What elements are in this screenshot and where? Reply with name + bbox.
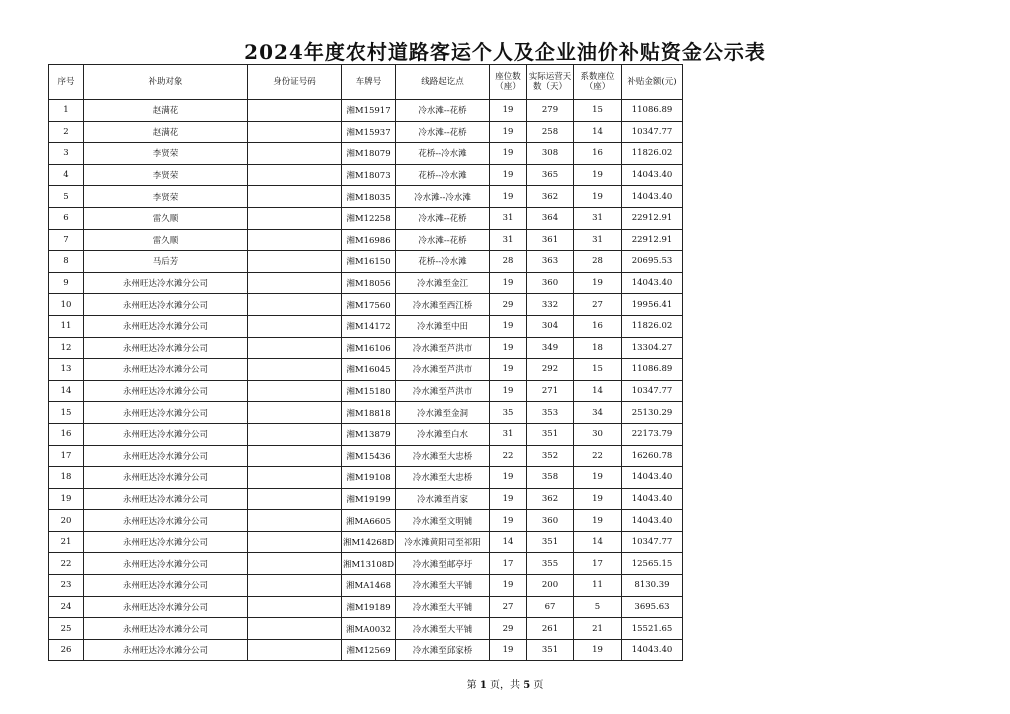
- cell-coef-seats: 16: [574, 315, 622, 337]
- cell-seq: 12: [49, 337, 84, 359]
- cell-route: 冷水滩至肖家: [396, 488, 490, 510]
- cell-seq: 17: [49, 445, 84, 467]
- cell-target: 雷久顺: [84, 207, 248, 229]
- cell-plate: 湘M16045: [342, 359, 396, 381]
- cell-amount: 22912.91: [622, 229, 683, 251]
- cell-days: 351: [527, 423, 574, 445]
- table-header-row: [49, 65, 683, 100]
- cell-plate: 湘M16986: [342, 229, 396, 251]
- footer-total-pages: 5: [523, 680, 531, 691]
- cell-target: 永州旺达冷水滩分公司: [84, 553, 248, 575]
- cell-seats: 29: [490, 618, 527, 640]
- header-id-number: 身份证号码: [248, 65, 342, 100]
- cell-seats: 31: [490, 207, 527, 229]
- cell-plate: 湘MA6605: [342, 510, 396, 532]
- cell-route: 冷水滩--花桥: [396, 207, 490, 229]
- cell-id-number: [248, 531, 342, 553]
- cell-days: 362: [527, 488, 574, 510]
- cell-seats: 31: [490, 229, 527, 251]
- cell-seats: 19: [490, 488, 527, 510]
- cell-days: 352: [527, 445, 574, 467]
- cell-coef-seats: 19: [574, 186, 622, 208]
- cell-amount: 14043.40: [622, 510, 683, 532]
- cell-coef-seats: 19: [574, 639, 622, 661]
- cell-route: 冷水滩--冷水滩: [396, 186, 490, 208]
- cell-id-number: [248, 294, 342, 316]
- table-row: [49, 510, 683, 532]
- cell-seq: 7: [49, 229, 84, 251]
- cell-coef-seats: 16: [574, 143, 622, 165]
- table-row: [49, 423, 683, 445]
- cell-amount: 14043.40: [622, 272, 683, 294]
- cell-days: 200: [527, 575, 574, 597]
- page-footer: [0, 676, 1010, 691]
- cell-route: 冷水滩至文明铺: [396, 510, 490, 532]
- cell-target: 永州旺达冷水滩分公司: [84, 359, 248, 381]
- cell-seq: 6: [49, 207, 84, 229]
- header-days: 实际运营天数（天）: [527, 65, 574, 100]
- cell-plate: 湘M15180: [342, 380, 396, 402]
- cell-seats: 19: [490, 639, 527, 661]
- cell-coef-seats: 34: [574, 402, 622, 424]
- cell-target: 永州旺达冷水滩分公司: [84, 575, 248, 597]
- cell-days: 362: [527, 186, 574, 208]
- cell-coef-seats: 14: [574, 380, 622, 402]
- cell-coef-seats: 18: [574, 337, 622, 359]
- cell-seats: 19: [490, 575, 527, 597]
- header-seq: 序号: [49, 65, 84, 100]
- cell-route: 冷水滩至金洞: [396, 402, 490, 424]
- table-row: [49, 121, 683, 143]
- cell-seats: 17: [490, 553, 527, 575]
- cell-amount: 14043.40: [622, 639, 683, 661]
- cell-amount: 15521.65: [622, 618, 683, 640]
- cell-target: 赵满花: [84, 100, 248, 122]
- cell-days: 353: [527, 402, 574, 424]
- cell-amount: 13304.27: [622, 337, 683, 359]
- cell-target: 永州旺达冷水滩分公司: [84, 402, 248, 424]
- cell-seq: 9: [49, 272, 84, 294]
- cell-target: 永州旺达冷水滩分公司: [84, 380, 248, 402]
- cell-plate: 湘M18073: [342, 164, 396, 186]
- cell-id-number: [248, 445, 342, 467]
- cell-seq: 21: [49, 531, 84, 553]
- cell-target: 永州旺达冷水滩分公司: [84, 467, 248, 489]
- cell-id-number: [248, 164, 342, 186]
- cell-route: 冷水滩至西江桥: [396, 294, 490, 316]
- cell-amount: 10347.77: [622, 531, 683, 553]
- cell-seats: 29: [490, 294, 527, 316]
- footer-prefix: 第: [466, 680, 477, 691]
- cell-id-number: [248, 359, 342, 381]
- footer-mid: 页，共: [490, 680, 520, 691]
- cell-amount: 11086.89: [622, 359, 683, 381]
- cell-target: 永州旺达冷水滩分公司: [84, 337, 248, 359]
- header-route: 线路起讫点: [396, 65, 490, 100]
- cell-coef-seats: 19: [574, 510, 622, 532]
- cell-coef-seats: 19: [574, 467, 622, 489]
- cell-coef-seats: 19: [574, 488, 622, 510]
- table-row: [49, 596, 683, 618]
- cell-coef-seats: 5: [574, 596, 622, 618]
- cell-coef-seats: 11: [574, 575, 622, 597]
- table-row: [49, 445, 683, 467]
- cell-seats: 35: [490, 402, 527, 424]
- cell-coef-seats: 15: [574, 100, 622, 122]
- cell-id-number: [248, 251, 342, 273]
- cell-target: 永州旺达冷水滩分公司: [84, 531, 248, 553]
- cell-id-number: [248, 380, 342, 402]
- cell-seq: 24: [49, 596, 84, 618]
- cell-target: 李贤荣: [84, 186, 248, 208]
- table-row: [49, 251, 683, 273]
- cell-days: 360: [527, 510, 574, 532]
- cell-route: 冷水滩至大平铺: [396, 575, 490, 597]
- cell-plate: 湘M13108D: [342, 553, 396, 575]
- cell-seq: 16: [49, 423, 84, 445]
- cell-coef-seats: 31: [574, 229, 622, 251]
- cell-amount: 22173.79: [622, 423, 683, 445]
- cell-seq: 2: [49, 121, 84, 143]
- cell-amount: 14043.40: [622, 164, 683, 186]
- table-row: [49, 531, 683, 553]
- table-row: [49, 315, 683, 337]
- cell-seats: 19: [490, 100, 527, 122]
- cell-route: 冷水滩黄阳司至祁阳: [396, 531, 490, 553]
- cell-amount: 14043.40: [622, 488, 683, 510]
- cell-coef-seats: 27: [574, 294, 622, 316]
- cell-seats: 19: [490, 467, 527, 489]
- cell-seq: 19: [49, 488, 84, 510]
- cell-days: 360: [527, 272, 574, 294]
- header-plate: 车牌号: [342, 65, 396, 100]
- cell-days: 351: [527, 531, 574, 553]
- cell-seats: 28: [490, 251, 527, 273]
- cell-target: 永州旺达冷水滩分公司: [84, 488, 248, 510]
- cell-seq: 3: [49, 143, 84, 165]
- cell-amount: 11086.89: [622, 100, 683, 122]
- table-row: [49, 143, 683, 165]
- cell-seq: 5: [49, 186, 84, 208]
- cell-target: 永州旺达冷水滩分公司: [84, 423, 248, 445]
- table-row: [49, 380, 683, 402]
- cell-seq: 10: [49, 294, 84, 316]
- cell-plate: 湘MA1468: [342, 575, 396, 597]
- cell-id-number: [248, 100, 342, 122]
- table-row: [49, 164, 683, 186]
- cell-seq: 26: [49, 639, 84, 661]
- footer-suffix: 页: [533, 680, 544, 691]
- table-row: [49, 553, 683, 575]
- cell-id-number: [248, 575, 342, 597]
- footer-page-number: 1: [479, 680, 487, 691]
- cell-plate: 湘M15937: [342, 121, 396, 143]
- cell-coef-seats: 22: [574, 445, 622, 467]
- table-row: [49, 488, 683, 510]
- cell-plate: 湘M17560: [342, 294, 396, 316]
- cell-route: 冷水滩--花桥: [396, 100, 490, 122]
- cell-amount: 3695.63: [622, 596, 683, 618]
- cell-seats: 22: [490, 445, 527, 467]
- cell-coef-seats: 19: [574, 272, 622, 294]
- cell-plate: 湘M15436: [342, 445, 396, 467]
- cell-id-number: [248, 639, 342, 661]
- cell-seq: 23: [49, 575, 84, 597]
- cell-plate: 湘M16106: [342, 337, 396, 359]
- cell-plate: 湘MA0032: [342, 618, 396, 640]
- cell-days: 365: [527, 164, 574, 186]
- cell-seats: 19: [490, 164, 527, 186]
- table-row: [49, 272, 683, 294]
- cell-seq: 20: [49, 510, 84, 532]
- cell-plate: 湘M14268D: [342, 531, 396, 553]
- cell-amount: 11826.02: [622, 143, 683, 165]
- cell-plate: 湘M19108: [342, 467, 396, 489]
- cell-route: 冷水滩至芦洪市: [396, 380, 490, 402]
- cell-target: 马后芳: [84, 251, 248, 273]
- cell-route: 冷水滩至大平铺: [396, 596, 490, 618]
- cell-seq: 22: [49, 553, 84, 575]
- cell-seq: 25: [49, 618, 84, 640]
- table-row: [49, 207, 683, 229]
- cell-coef-seats: 28: [574, 251, 622, 273]
- table-row: [49, 618, 683, 640]
- cell-seats: 19: [490, 380, 527, 402]
- table-row: [49, 359, 683, 381]
- cell-id-number: [248, 402, 342, 424]
- cell-route: 花桥--冷水滩: [396, 143, 490, 165]
- cell-seq: 18: [49, 467, 84, 489]
- cell-id-number: [248, 337, 342, 359]
- cell-seq: 4: [49, 164, 84, 186]
- cell-route: 冷水滩至大忠桥: [396, 467, 490, 489]
- cell-id-number: [248, 488, 342, 510]
- cell-amount: 14043.40: [622, 186, 683, 208]
- cell-amount: 10347.77: [622, 121, 683, 143]
- cell-seq: 1: [49, 100, 84, 122]
- cell-plate: 湘M19199: [342, 488, 396, 510]
- cell-plate: 湘M18035: [342, 186, 396, 208]
- cell-days: 364: [527, 207, 574, 229]
- cell-days: 261: [527, 618, 574, 640]
- cell-days: 361: [527, 229, 574, 251]
- cell-target: 赵满花: [84, 121, 248, 143]
- cell-target: 永州旺达冷水滩分公司: [84, 294, 248, 316]
- table-row: [49, 186, 683, 208]
- cell-amount: 22912.91: [622, 207, 683, 229]
- cell-route: 花桥--冷水滩: [396, 164, 490, 186]
- cell-route: 冷水滩至芦洪市: [396, 359, 490, 381]
- cell-seats: 19: [490, 272, 527, 294]
- cell-coef-seats: 31: [574, 207, 622, 229]
- cell-seq: 13: [49, 359, 84, 381]
- cell-id-number: [248, 596, 342, 618]
- cell-seq: 8: [49, 251, 84, 273]
- cell-plate: 湘M19189: [342, 596, 396, 618]
- cell-amount: 11826.02: [622, 315, 683, 337]
- cell-id-number: [248, 618, 342, 640]
- cell-amount: 8130.39: [622, 575, 683, 597]
- cell-route: 冷水滩至大平铺: [396, 618, 490, 640]
- cell-route: 冷水滩--花桥: [396, 229, 490, 251]
- cell-coef-seats: 14: [574, 531, 622, 553]
- cell-plate: 湘M18818: [342, 402, 396, 424]
- cell-target: 雷久顺: [84, 229, 248, 251]
- table-row: [49, 467, 683, 489]
- cell-amount: 19956.41: [622, 294, 683, 316]
- cell-id-number: [248, 423, 342, 445]
- cell-days: 355: [527, 553, 574, 575]
- cell-coef-seats: 15: [574, 359, 622, 381]
- subsidy-table: [48, 64, 683, 661]
- header-coef-seats: 系数座位（座）: [574, 65, 622, 100]
- cell-days: 351: [527, 639, 574, 661]
- cell-plate: 湘M13879: [342, 423, 396, 445]
- cell-coef-seats: 17: [574, 553, 622, 575]
- cell-route: 冷水滩至白水: [396, 423, 490, 445]
- cell-plate: 湘M18079: [342, 143, 396, 165]
- cell-coef-seats: 14: [574, 121, 622, 143]
- cell-route: 花桥--冷水滩: [396, 251, 490, 273]
- cell-plate: 湘M12258: [342, 207, 396, 229]
- cell-route: 冷水滩至邱家桥: [396, 639, 490, 661]
- cell-coef-seats: 21: [574, 618, 622, 640]
- cell-days: 349: [527, 337, 574, 359]
- cell-days: 308: [527, 143, 574, 165]
- cell-days: 67: [527, 596, 574, 618]
- cell-seats: 19: [490, 143, 527, 165]
- cell-seats: 19: [490, 315, 527, 337]
- cell-seats: 31: [490, 423, 527, 445]
- cell-days: 358: [527, 467, 574, 489]
- cell-id-number: [248, 272, 342, 294]
- cell-amount: 12565.15: [622, 553, 683, 575]
- cell-target: 永州旺达冷水滩分公司: [84, 639, 248, 661]
- cell-seats: 27: [490, 596, 527, 618]
- cell-id-number: [248, 143, 342, 165]
- cell-days: 332: [527, 294, 574, 316]
- cell-seq: 15: [49, 402, 84, 424]
- cell-days: 271: [527, 380, 574, 402]
- cell-plate: 湘M14172: [342, 315, 396, 337]
- cell-seats: 19: [490, 510, 527, 532]
- table-row: [49, 229, 683, 251]
- table-body: [49, 100, 683, 661]
- header-amount: 补贴金额(元): [622, 65, 683, 100]
- cell-id-number: [248, 207, 342, 229]
- cell-target: 永州旺达冷水滩分公司: [84, 618, 248, 640]
- table-row: [49, 100, 683, 122]
- cell-plate: 湘M12569: [342, 639, 396, 661]
- cell-target: 永州旺达冷水滩分公司: [84, 510, 248, 532]
- cell-amount: 16260.78: [622, 445, 683, 467]
- cell-seats: 19: [490, 121, 527, 143]
- cell-days: 258: [527, 121, 574, 143]
- cell-route: 冷水滩--花桥: [396, 121, 490, 143]
- cell-route: 冷水滩至金江: [396, 272, 490, 294]
- cell-coef-seats: 19: [574, 164, 622, 186]
- cell-id-number: [248, 229, 342, 251]
- table-row: [49, 337, 683, 359]
- cell-days: 292: [527, 359, 574, 381]
- cell-id-number: [248, 510, 342, 532]
- cell-target: 永州旺达冷水滩分公司: [84, 315, 248, 337]
- cell-amount: 14043.40: [622, 467, 683, 489]
- cell-plate: 湘M15917: [342, 100, 396, 122]
- cell-seq: 11: [49, 315, 84, 337]
- table-row: [49, 639, 683, 661]
- table-row: [49, 294, 683, 316]
- cell-target: 永州旺达冷水滩分公司: [84, 445, 248, 467]
- cell-amount: 25130.29: [622, 402, 683, 424]
- header-target: 补助对象: [84, 65, 248, 100]
- cell-route: 冷水滩至中田: [396, 315, 490, 337]
- cell-route: 冷水滩至芦洪市: [396, 337, 490, 359]
- cell-days: 279: [527, 100, 574, 122]
- cell-target: 李贤荣: [84, 164, 248, 186]
- cell-route: 冷水滩至邮亭圩: [396, 553, 490, 575]
- cell-seats: 19: [490, 186, 527, 208]
- cell-plate: 湘M18056: [342, 272, 396, 294]
- cell-seq: 14: [49, 380, 84, 402]
- cell-seats: 14: [490, 531, 527, 553]
- cell-amount: 20695.53: [622, 251, 683, 273]
- cell-id-number: [248, 186, 342, 208]
- cell-id-number: [248, 121, 342, 143]
- cell-seats: 19: [490, 337, 527, 359]
- cell-id-number: [248, 315, 342, 337]
- table-row: [49, 575, 683, 597]
- cell-seats: 19: [490, 359, 527, 381]
- header-seats: 座位数（座）: [490, 65, 527, 100]
- cell-target: 永州旺达冷水滩分公司: [84, 596, 248, 618]
- cell-coef-seats: 30: [574, 423, 622, 445]
- document-title: 2024年度农村道路客运个人及企业油价补贴资金公示表: [244, 40, 766, 64]
- table-row: [49, 402, 683, 424]
- cell-plate: 湘M16150: [342, 251, 396, 273]
- cell-amount: 10347.77: [622, 380, 683, 402]
- cell-days: 363: [527, 251, 574, 273]
- cell-target: 李贤荣: [84, 143, 248, 165]
- cell-id-number: [248, 467, 342, 489]
- cell-days: 304: [527, 315, 574, 337]
- cell-route: 冷水滩至大忠桥: [396, 445, 490, 467]
- cell-target: 永州旺达冷水滩分公司: [84, 272, 248, 294]
- cell-id-number: [248, 553, 342, 575]
